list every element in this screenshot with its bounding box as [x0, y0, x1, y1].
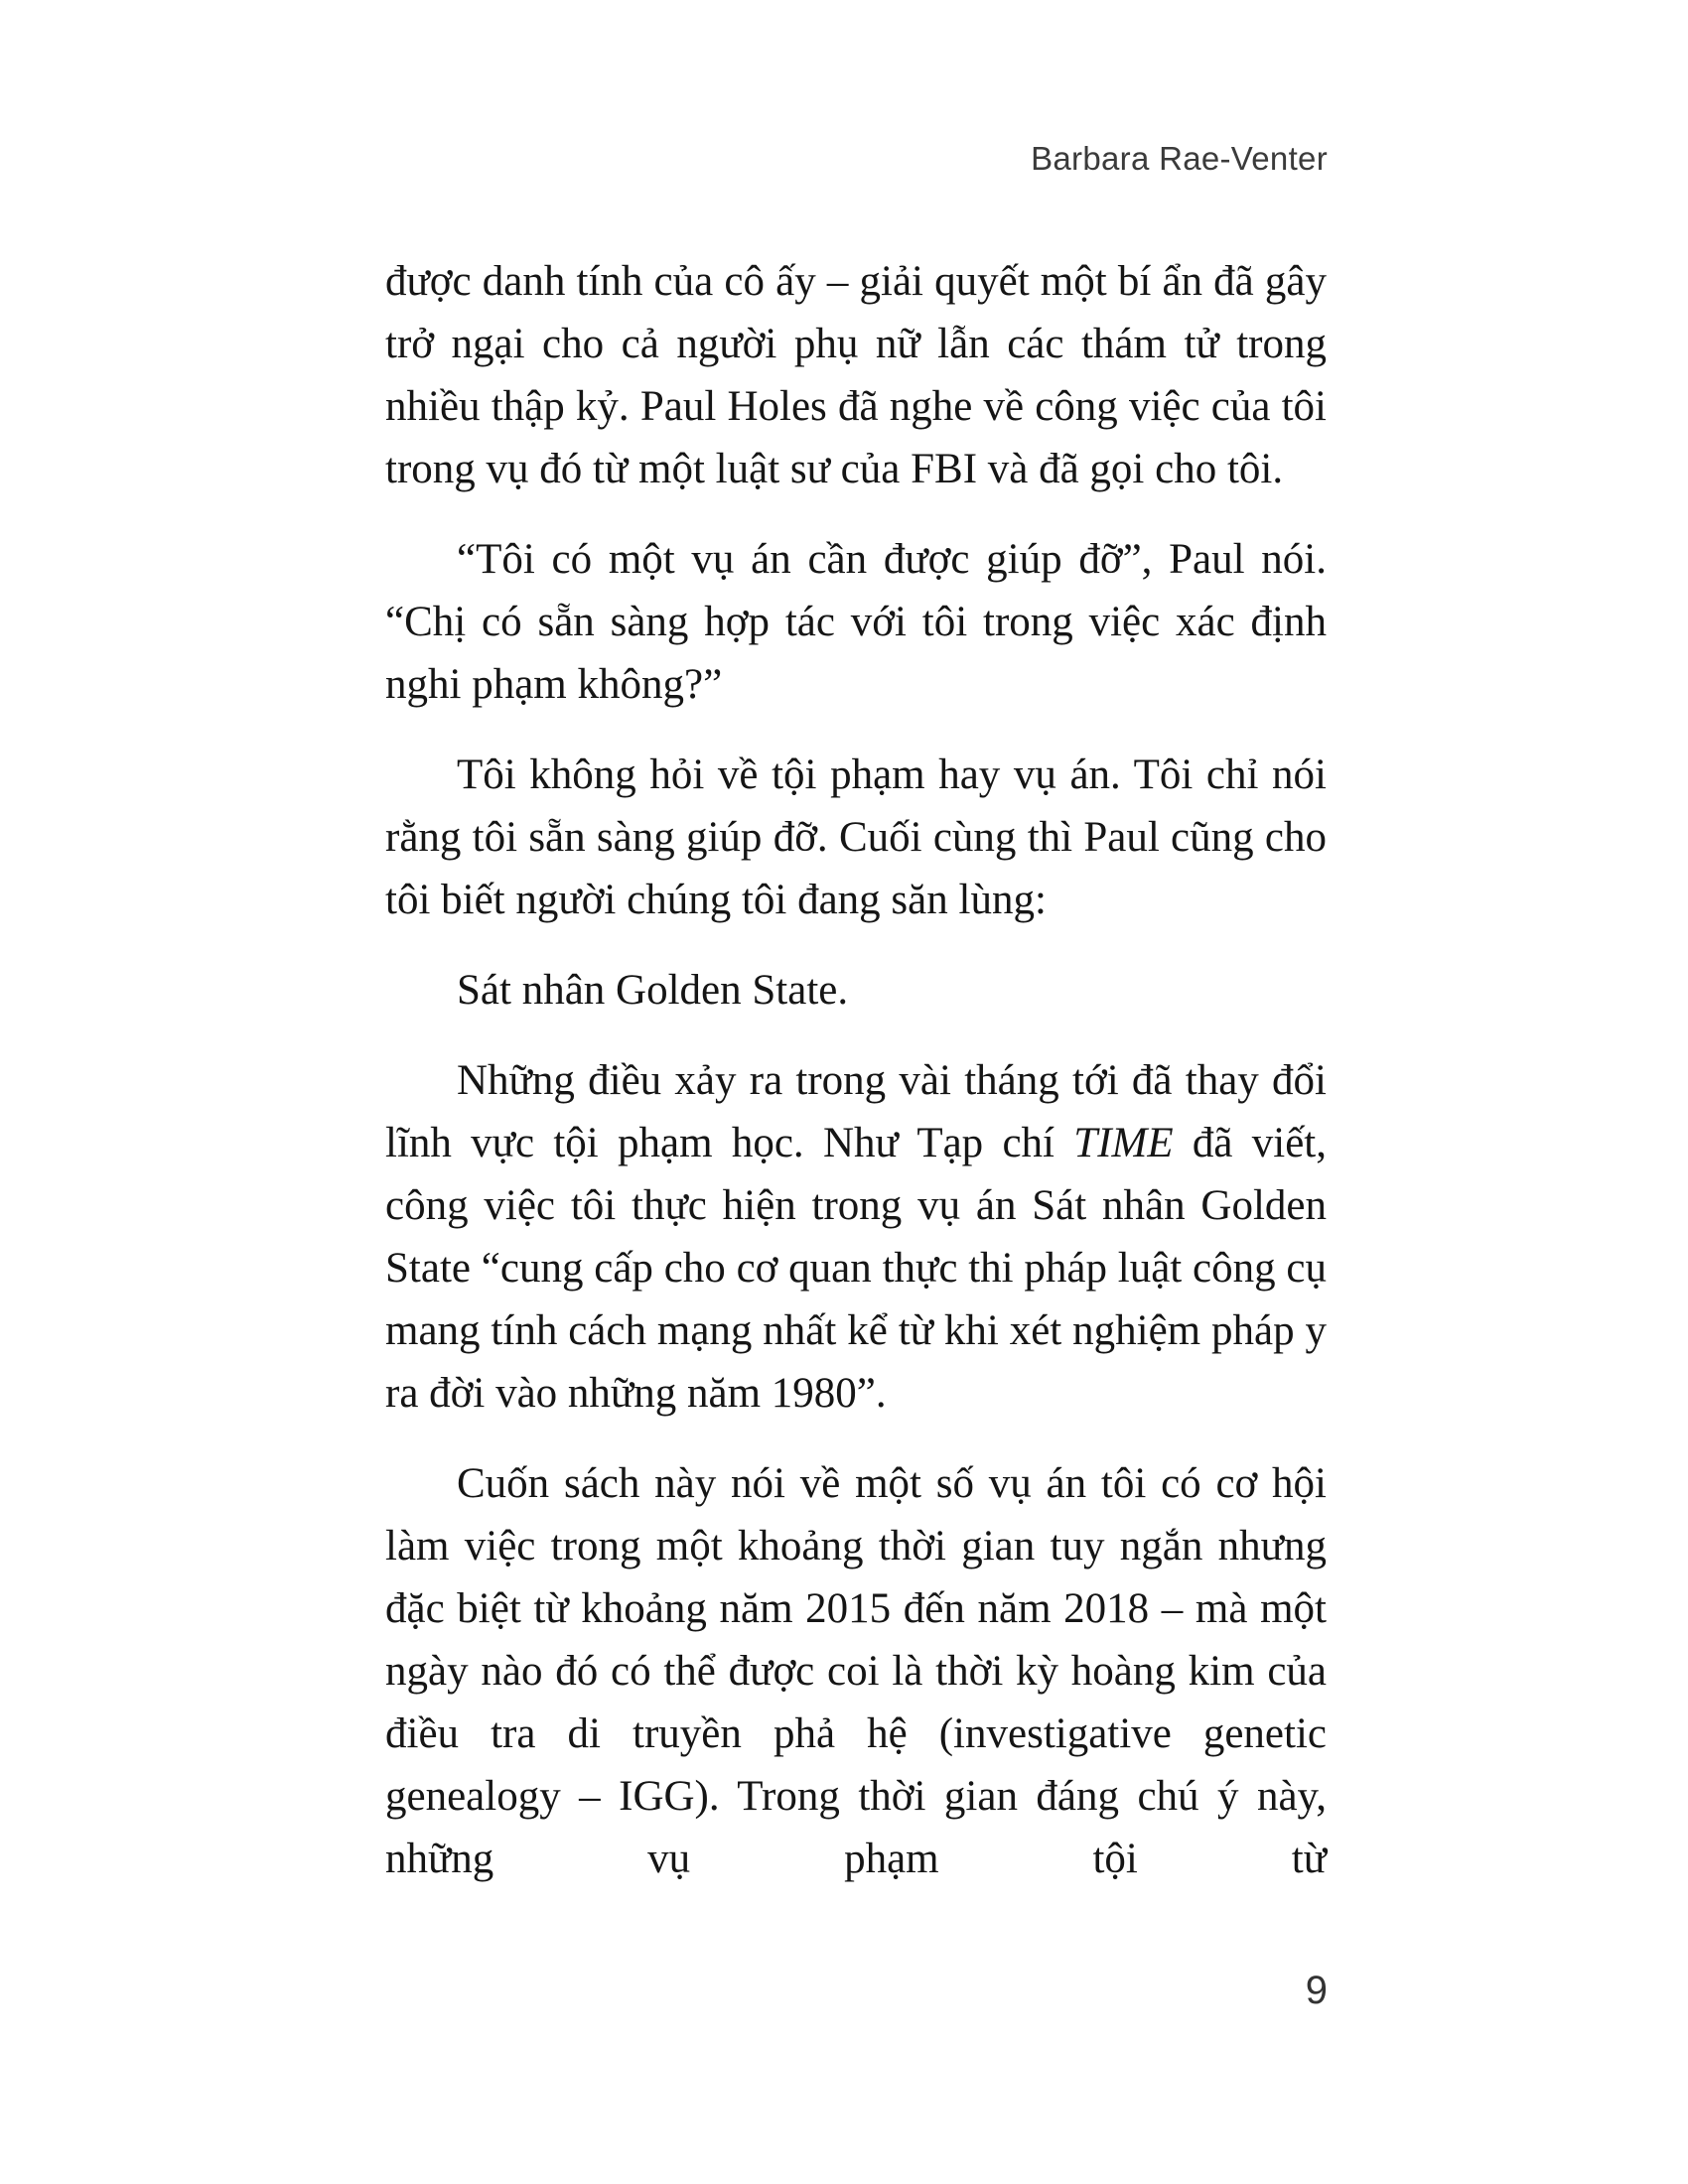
- running-header: Barbara Rae-Venter: [1031, 140, 1328, 177]
- text-segment: “Tôi có một vụ án cần được giúp đỡ”, Paul nói. “Chị có sẵn sàng hợp tác với tôi trong việc xác định nghi phạm không?”: [385, 536, 1327, 708]
- text-segment: Tôi không hỏi về tội phạm hay vụ án. Tôi chỉ nói rằng tôi sẵn sàng giúp đỡ. Cuối cùng thì Paul cũng cho tôi biết người chúng tôi đang săn lùng:: [385, 751, 1327, 923]
- paragraph: [385, 1452, 1327, 1890]
- text-segment: được danh tính của cô ấy – giải quyết một bí ẩn đã gây trở ngại cho cả người phụ nữ lẫn các thám tử trong nhiều thập kỷ. Paul Holes đã nghe về công việc của tôi trong vụ đó từ một luật sư của FBI và đã gọi cho tôi.: [385, 258, 1327, 492]
- text-content: [385, 250, 1327, 1918]
- paragraph: [385, 959, 1327, 1022]
- paragraph: [385, 528, 1327, 716]
- text-segment: đã viết, công việc tôi thực hiện trong vụ án Sát nhân Golden State “cung cấp cho cơ quan thực thi pháp luật công cụ mang tính cách mạng nhất kể từ khi xét nghiệm pháp y ra đời vào những năm 1980”.: [385, 1120, 1327, 1417]
- text-segment: Những điều xảy ra trong vài tháng tới đã thay đổi lĩnh vực tội phạm học. Như Tạp chí: [385, 1057, 1327, 1166]
- page-number: 9: [1305, 1969, 1328, 2012]
- paragraph: [385, 250, 1327, 500]
- paragraph: [385, 744, 1327, 931]
- paragraph: [385, 1049, 1327, 1425]
- text-segment: Cuốn sách này nói về một số vụ án tôi có cơ hội làm việc trong một khoảng thời gian tuy ngắn nhưng đặc biệt từ khoảng năm 2015 đến năm 2018 – mà một ngày nào đó có thể được coi là thời kỳ hoàng kim của điều tra di truyền phả hệ (investigative genetic genealogy – IGG). Trong thời gian đáng chú ý này, những vụ phạm tội từ: [385, 1460, 1327, 1882]
- text-segment: Sát nhân Golden State.: [457, 967, 849, 1014]
- italic-text-segment: TIME: [1073, 1120, 1174, 1166]
